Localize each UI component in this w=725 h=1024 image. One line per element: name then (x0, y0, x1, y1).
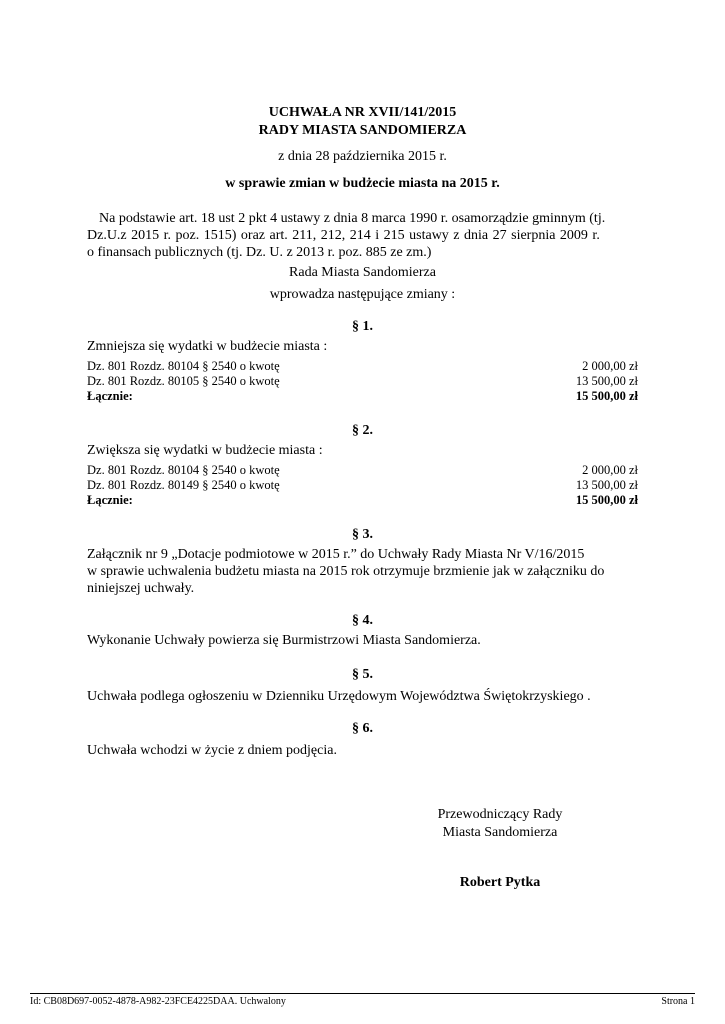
section-3-line-2: w sprawie uchwalenia budżetu miasta na 2015 rok otrzymuje brzmienie jak w załączniku do (87, 564, 605, 579)
section-2-intro: Zwiększa się wydatki w budżecie miasta : (87, 443, 323, 458)
row-amount: 2 000,00 zł (582, 463, 638, 477)
title-line-1: UCHWAŁA NR XVII/141/2015 (268, 105, 457, 120)
footer-divider (30, 993, 695, 994)
row-label: Dz. 801 Rozdz. 80104 § 2540 o kwotę (87, 463, 280, 477)
footer-page-number: Strona 1 (661, 996, 695, 1007)
row-label: Dz. 801 Rozdz. 80149 § 2540 o kwotę (87, 478, 280, 492)
section-4-text: Wykonanie Uchwały powierza się Burmistrzowi Miasta Sandomierza. (87, 633, 481, 648)
row-amount: 2 000,00 zł (582, 359, 638, 373)
preamble-line-3: o finansach publicznych (tj. Dz. U. z 2013 r. poz. 885 ze zm.) (87, 245, 432, 260)
footer-document-id: Id: CB08D697-0052-4878-A982-23FCE4225DAA. Uchwalony (30, 996, 286, 1007)
section-6-text: Uchwała wchodzi w życie z dniem podjęcia. (87, 743, 337, 758)
row-label: Dz. 801 Rozdz. 80105 § 2540 o kwotę (87, 374, 280, 388)
section-3-line-3: niniejszej uchwały. (87, 581, 195, 596)
resolution-subject: w sprawie zmian w budżecie miasta na 2015 r. (225, 176, 500, 191)
signature-name: Robert Pytka (459, 875, 541, 890)
signature-role-line-2: Miasta Sandomierza (442, 825, 558, 840)
section-1-intro: Zmniejsza się wydatki w budżecie miasta : (87, 339, 328, 354)
signature-role-line-1: Przewodniczący Rady (437, 807, 563, 822)
preamble-introduces: wprowadza następujące zmiany : (269, 287, 456, 302)
section-3-line-1: Załącznik nr 9 „Dotacje podmiotowe w 2015 r.” do Uchwały Rady Miasta Nr V/16/2015 (87, 547, 585, 562)
section-6-heading: § 6. (352, 721, 373, 736)
row-amount: 13 500,00 zł (575, 478, 638, 492)
section-1-heading: § 1. (352, 319, 373, 334)
total-label: Łącznie: (87, 389, 133, 403)
preamble-line-2: Dz.U.z 2015 r. poz. 1515) oraz art. 211, 212, 214 i 215 ustawy z dnia 27 sierpnia 2009 r. (87, 228, 600, 243)
total-label: Łącznie: (87, 493, 133, 507)
preamble-line-1: Na podstawie art. 18 ust 2 pkt 4 ustawy z dnia 8 marca 1990 r. osamorządzie gminnym (tj. (99, 211, 606, 226)
section-2-heading: § 2. (352, 423, 373, 438)
section-4-heading: § 4. (352, 613, 373, 628)
total-amount: 15 500,00 zł (575, 389, 638, 403)
title-line-2: RADY MIASTA SANDOMIERZA (258, 123, 467, 138)
section-5-text: Uchwała podlega ogłoszeniu w Dzienniku Urzędowym Województwa Świętokrzyskiego . (87, 689, 591, 704)
preamble-council: Rada Miasta Sandomierza (289, 265, 436, 280)
section-5-heading: § 5. (352, 667, 373, 682)
row-amount: 13 500,00 zł (575, 374, 638, 388)
row-label: Dz. 801 Rozdz. 80104 § 2540 o kwotę (87, 359, 280, 373)
total-amount: 15 500,00 zł (575, 493, 638, 507)
resolution-date: z dnia 28 października 2015 r. (278, 149, 447, 164)
section-3-heading: § 3. (352, 527, 373, 542)
